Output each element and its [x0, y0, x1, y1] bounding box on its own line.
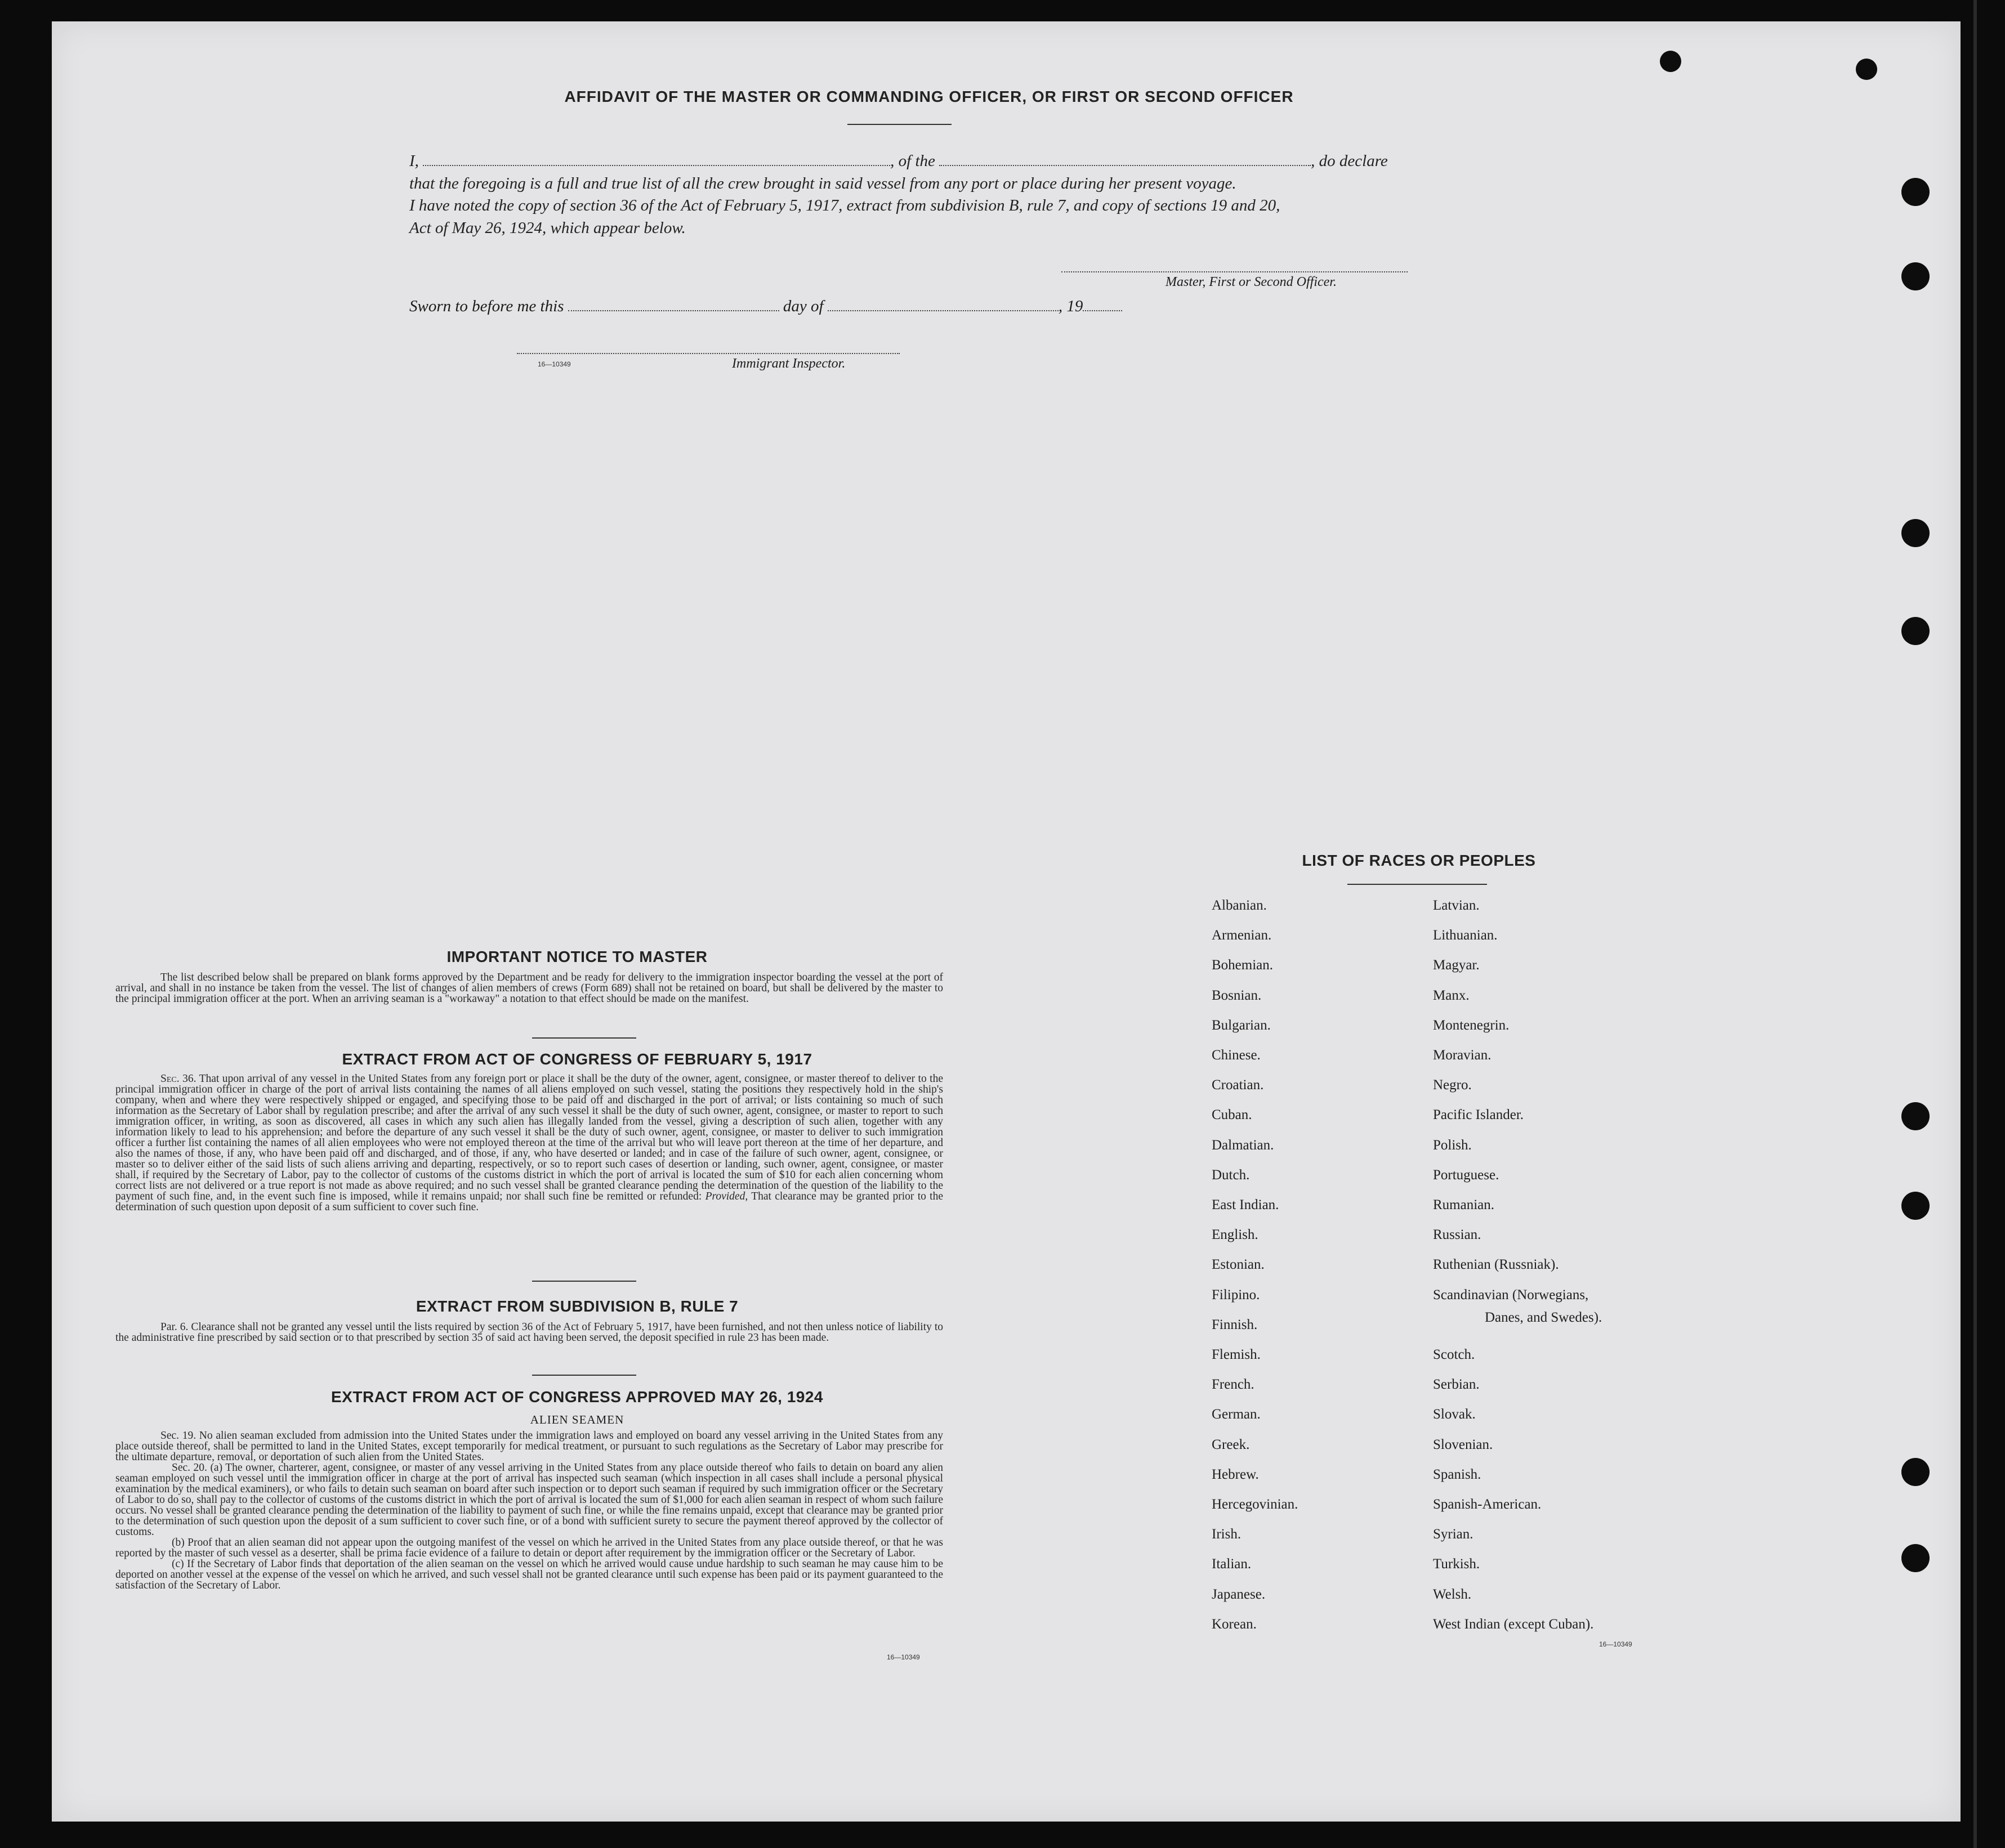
extract-1924-title: EXTRACT FROM ACT OF CONGRESS APPROVED MAY 26, 1924: [331, 1388, 823, 1406]
races-title: LIST OF RACES OR PEOPLES: [1302, 852, 1536, 869]
race-item: Serbian.: [1433, 1377, 1480, 1392]
extract-1924-text: [115, 1430, 943, 1591]
divider: [532, 1037, 636, 1039]
alien-seamen-subtitle: ALIEN SEAMEN: [530, 1413, 624, 1426]
scan-edge: [1973, 0, 1977, 1848]
inspector-label: Immigrant Inspector.: [732, 356, 846, 371]
races-form-number: 16—10349: [1599, 1640, 1632, 1648]
race-item: Scotch.: [1433, 1347, 1475, 1362]
race-item: Flemish.: [1212, 1347, 1261, 1362]
race-item: Syrian.: [1433, 1527, 1473, 1542]
punch-hole: [1901, 1544, 1930, 1572]
notice-text: The list described below shall be prepared on blank forms approved by the Department and be ready for delivery to the immigration inspector boarding the vessel at the port of arrival, and shall in no instance be taken from the vessel. The list of changes of alien members of crews (Form 689) shall not be retained on board, but shall be delivered by the master to the principal immigration officer at the port. When an arriving seaman is a "workaway" a notation to that effect should be made on the manifest.: [115, 972, 943, 1005]
race-item: Polish.: [1433, 1138, 1472, 1153]
race-item: Japanese.: [1212, 1587, 1266, 1602]
sec-36-label: Sec. 36.: [160, 1073, 197, 1085]
notice-title: IMPORTANT NOTICE TO MASTER: [446, 948, 708, 965]
race-item: Ruthenian (Russniak).: [1433, 1257, 1559, 1272]
race-item: Bosnian.: [1212, 988, 1262, 1003]
sec-19-text: Sec. 19. No alien seaman excluded from admission into the United States under the immigration laws and employed on board any vessel arriving in the United States from any place outside thereof, shall be permitted to land in the United States, except temporarily for medical treatment, or pursuant to such regulations as the Secretary of Labor may prescribe for the ultimate departure, removal, or deportation of such alien from the United States.: [115, 1430, 943, 1463]
race-item: Italian.: [1212, 1556, 1252, 1572]
divider: [532, 1375, 636, 1376]
race-item: Armenian.: [1212, 928, 1272, 943]
race-item: Manx.: [1433, 988, 1470, 1003]
extract-rule7-title: EXTRACT FROM SUBDIVISION B, RULE 7: [416, 1297, 739, 1315]
race-item: Albanian.: [1212, 898, 1267, 913]
punch-hole: [1901, 1458, 1930, 1486]
sec-36-text: That upon arrival of any vessel in the United States from any foreign port or place it shall be the duty of the owner, agent, consignee, or master thereof to deliver to the principal immigration officer in charge of the port of arrival lists containing the names of all aliens employed on such vessel, stating the positions they respectively hold in the ship's company, when and where they were respectively shipped or engaged, and specifying those to be paid off and discharged in the port of arrival; or lists containing so much of such information as the Secretary of Labor shall by regulation prescribe; and after the arrival of any such vessel it shall be the duty of such owner, agent, consignee, or master to report to such immigration officer, in writing, as soon as discovered, all cases in which any such alien has illegally landed from the vessel, giving a description of such alien, together with any information likely to lead to his apprehension; and before the departure of any such vessel it shall be the duty of such owner, agent, consignee, or master to deliver to such immigration officer a further list containing the names of all alien employees who were not employed thereon at the time of the arrival but who will leave port thereon at the time of her departure, and also the names of those, if any, who have been paid off and discharged, and of those, if any, who have deserted or landed; and in case of the failure of such owner, agent, consignee, or master so to deliver either of the said lists of such aliens arriving and departing, respectively, or so to report such cases of desertion or landing, such owner, agent, consignee, or master shall, if required by the Secretary of Labor, pay to the collector of customs of the customs district in which the port of arrival is located the sum of $10 for each alien concerning whom correct lists are not delivered or a true report is not made as above required; and no such vessel shall be granted clearance pending the determination of the question of the liability to the payment of such fine, and, in the event such fine is imposed, while it remains unpaid; nor shall such fine be remitted or refunded:: [115, 1073, 943, 1202]
race-item: Portuguese.: [1433, 1167, 1499, 1183]
race-item: Lithuanian.: [1433, 928, 1498, 943]
punch-hole: [1901, 617, 1930, 645]
extract-1917-title: EXTRACT FROM ACT OF CONGRESS OF FEBRUARY 5, 1917: [342, 1050, 812, 1068]
race-item: Slovenian.: [1433, 1437, 1493, 1452]
punch-hole: [1901, 519, 1930, 547]
race-item: Filipino.: [1212, 1287, 1260, 1303]
race-item: Cuban.: [1212, 1107, 1252, 1122]
affidavit-i: I,: [409, 152, 419, 170]
race-item: Rumanian.: [1433, 1197, 1495, 1212]
race-item: Magyar.: [1433, 957, 1480, 973]
race-item: Turkish.: [1433, 1556, 1480, 1572]
race-item: Chinese.: [1212, 1048, 1261, 1063]
vessel-blank: [939, 165, 1311, 166]
sworn-day-of: day of: [783, 297, 824, 315]
extract-rule7-text: Par. 6. Clearance shall not be granted any vessel until the lists required by section 36 of the Act of February 5, 1917, have been furnished, and not then unless notice of liability to the administrative fine prescribed by said section or to that prescribed by section 35 of said act having been served, the deposit specified in rule 23 has been made.: [115, 1321, 943, 1344]
race-item: Hercegovinian.: [1212, 1497, 1298, 1512]
affidavit-do-declare: , do declare: [1311, 152, 1388, 170]
race-item: Spanish.: [1433, 1467, 1481, 1482]
race-item: Montenegrin.: [1433, 1018, 1510, 1033]
punch-hole: [1660, 51, 1681, 72]
race-item: Estonian.: [1212, 1257, 1265, 1272]
sec-20b-text: (b) Proof that an alien seaman did not appear upon the outgoing manifest of the vessel on which he arrived in the United States from any place outside thereof, or that he was reported by the master of such vessel as a deserter, shall be prima facie evidence of a failure to detain or deport after requirement by the immigration officer or the Secretary of Labor.: [115, 1537, 943, 1559]
affidavit-of-the: , of the: [890, 152, 935, 170]
race-item: Hebrew.: [1212, 1467, 1259, 1482]
month-blank: [828, 310, 1059, 311]
sec-20a-text: Sec. 20. (a) The owner, charterer, agent, consignee, or master of any vessel arriving in the United States from any place outside thereof who fails to detain on board any alien seaman employed on such vessel until the immigration officer in charge at the port of arrival has inspected such seaman (which inspection in all cases shall include a personal physical examination by the medical examiners), or who fails to detain such seaman on board after such inspection or to deport such seaman if required by such immigration officer or the Secretary of Labor to do so, shall pay to the collector of customs of the customs district in which the port of arrival is located the sum of $1,000 for each alien seaman in respect of whom such failure occurs. No vessel shall be granted clearance pending the determination of the liability to payment of such fine, or while the fine remains unpaid, except that clearance may be granted prior to the determination of such question upon the deposit of a sum sufficient to cover such fine, or of a bond with sufficient surety to secure the payment thereof approved by the collector of customs.: [115, 1462, 943, 1538]
race-item: Dalmatian.: [1212, 1138, 1274, 1153]
race-item: English.: [1212, 1227, 1258, 1242]
race-item: Scandinavian (Norwegians,: [1433, 1287, 1589, 1303]
punch-hole: [1856, 59, 1877, 80]
race-item: Latvian.: [1433, 898, 1480, 913]
affidavit-title: AFFIDAVIT OF THE MASTER OR COMMANDING OFFICER, OR FIRST OR SECOND OFFICER: [564, 88, 1294, 105]
race-item: Finnish.: [1212, 1317, 1258, 1332]
race-item: Welsh.: [1433, 1587, 1472, 1602]
race-item: Dutch.: [1212, 1167, 1250, 1183]
race-item: East Indian.: [1212, 1197, 1279, 1212]
race-item: Negro.: [1433, 1077, 1472, 1093]
sec-20c-text: (c) If the Secretary of Labor finds that deportation of the alien seaman on the vessel on which he arrived would cause undue hardship to such seaman he may cause him to be deported on another vessel at the expense of the vessel on which he arrived, and such vessel shall not be granted clearance until such expense has been paid or its payment guaranteed to the satisfaction of the Secretary of Labor.: [115, 1558, 943, 1591]
race-item: Korean.: [1212, 1617, 1257, 1632]
race-item: Russian.: [1433, 1227, 1481, 1242]
race-item: Greek.: [1212, 1437, 1250, 1452]
extract-form-number: 16—10349: [887, 1653, 920, 1661]
inspector-signature-line: [517, 353, 900, 354]
divider: [847, 124, 952, 125]
signature-label: Master, First or Second Officer.: [1166, 275, 1337, 289]
sworn-prefix: Sworn to before me this: [409, 297, 564, 315]
provided-word: Provided,: [705, 1191, 748, 1202]
affidavit-line-2: that the foregoing is a full and true list of all the crew brought in said vessel from any port or place during her present voyage.: [409, 174, 1236, 193]
scandinavian-line-2: Danes, and Swedes).: [1485, 1310, 1602, 1325]
race-item: Bohemian.: [1212, 957, 1274, 973]
affidavit-line-1: [409, 152, 1388, 171]
year-blank: [1083, 310, 1122, 311]
sworn-year: , 19: [1058, 297, 1083, 315]
affidavit-form-number: 16—10349: [538, 360, 571, 368]
race-item: Irish.: [1212, 1527, 1242, 1542]
race-item: French.: [1212, 1377, 1254, 1392]
name-blank: [423, 165, 890, 166]
sec-36-text-end: That clearance may be granted prior to the determination of such question upon deposit of a sum sufficient to cover such fine.: [115, 1191, 944, 1213]
punch-hole: [1901, 262, 1930, 290]
affidavit-line-4: Act of May 26, 1924, which appear below.: [409, 219, 686, 237]
signature-line: [1061, 271, 1408, 272]
race-item: Croatian.: [1212, 1077, 1264, 1093]
punch-hole: [1901, 178, 1930, 206]
divider: [532, 1281, 636, 1282]
punch-hole: [1901, 1102, 1930, 1130]
race-item: Spanish-American.: [1433, 1497, 1542, 1512]
affidavit-line-3: I have noted the copy of section 36 of the Act of February 5, 1917, extract from subdivision B, rule 7, and copy of sections 19 and 20,: [409, 196, 1280, 214]
divider: [1347, 884, 1487, 885]
race-item: Slovak.: [1433, 1407, 1476, 1422]
sworn-line: [409, 297, 1122, 316]
day-blank: [568, 310, 779, 311]
race-item: Bulgarian.: [1212, 1018, 1271, 1033]
race-item: German.: [1212, 1407, 1261, 1422]
extract-1917-text: [115, 1073, 943, 1212]
punch-hole: [1901, 1192, 1930, 1220]
race-item: Moravian.: [1433, 1048, 1492, 1063]
race-item: Pacific Islander.: [1433, 1107, 1524, 1122]
race-item: West Indian (except Cuban).: [1433, 1617, 1594, 1632]
